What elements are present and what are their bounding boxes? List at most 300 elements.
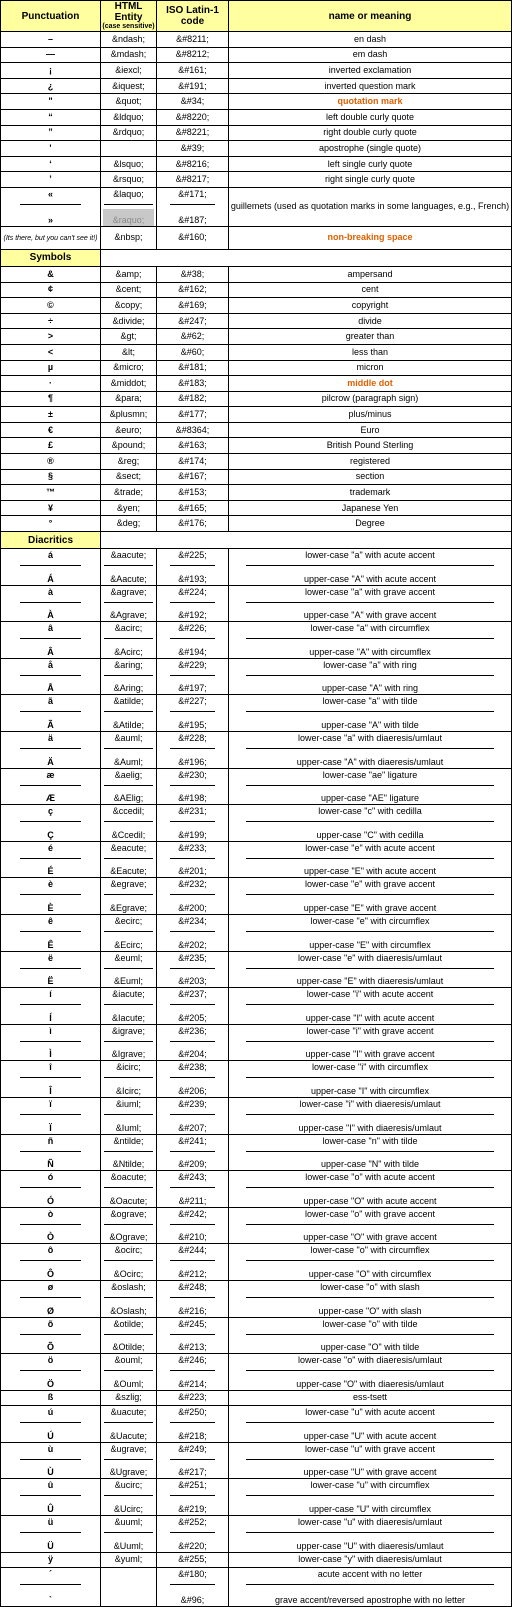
lower-value: Î: [49, 1085, 52, 1096]
stacked-pair: [1, 732, 100, 768]
entity-code: &mdash;: [110, 49, 147, 60]
lower-value: upper-case "E" with grave accent: [303, 902, 437, 913]
table-row-accents: [1, 1568, 512, 1607]
meaning-cell: [229, 1024, 512, 1061]
entity-code: &rsquo;: [112, 174, 145, 185]
iso-cell: [157, 485, 229, 501]
iso-cell: [157, 1406, 229, 1443]
table-row-pair: [1, 1024, 512, 1061]
iso-cell: [157, 622, 229, 659]
stacked-pair: [157, 659, 228, 695]
lower-value: Ã: [47, 720, 54, 730]
table-row: [1, 469, 512, 485]
glyph: >: [47, 331, 54, 342]
meaning: Degree: [355, 518, 385, 529]
table-row-pair: [1, 1061, 512, 1098]
stacked-pair: [1, 878, 100, 914]
upper-value: &otilde;: [104, 1318, 152, 1335]
lower-value: &#219;: [178, 1504, 207, 1515]
lower-value: &#201;: [178, 866, 207, 877]
lower-value: upper-case "O" with acute accent: [303, 1195, 437, 1206]
stacked-pair: [1, 1354, 100, 1390]
meaning-cell: [229, 695, 512, 732]
iso-code: &#39;: [180, 142, 205, 153]
upper-value: &aelig;: [104, 769, 152, 786]
stacked-pair: [157, 188, 228, 226]
header-row: [1, 1, 512, 32]
lower-value: upper-case "U" with grave accent: [303, 1467, 437, 1478]
entity-code: &yuml;: [114, 1554, 143, 1565]
stacked-pair: [1, 805, 100, 841]
iso-code: &#176;: [178, 518, 207, 529]
iso-code: &#160;: [178, 232, 207, 243]
lower-value: Ä: [47, 756, 54, 767]
entity-cell: [101, 695, 157, 732]
lower-value: upper-case "I" with grave accent: [305, 1049, 435, 1060]
lower-value: &#197;: [178, 683, 207, 694]
table-row: [1, 109, 512, 125]
meaning-cell: [229, 1097, 512, 1134]
stacked-pair: [101, 1281, 156, 1317]
glyph-cell: [1, 1354, 101, 1391]
meaning-cell: [229, 63, 512, 79]
upper-value: &igrave;: [104, 1025, 152, 1042]
table-row: [1, 438, 512, 454]
iso-cell: [157, 78, 229, 94]
stacked-pair: [157, 1479, 228, 1515]
stacked-pair: [1, 842, 100, 878]
iso-code: &#181;: [178, 362, 207, 373]
iso-code: &#153;: [178, 487, 207, 498]
glyph-cell: [1, 282, 101, 298]
iso-cell: [157, 47, 229, 63]
stacked-pair: [157, 878, 228, 914]
lower-value: &Ugrave;: [109, 1467, 148, 1478]
stacked-pair: [229, 1025, 511, 1061]
iso-cell: [157, 658, 229, 695]
lower-value: &Iuml;: [115, 1122, 142, 1133]
stacked-pair: [1, 1479, 100, 1515]
upper-value: &#245;: [170, 1318, 214, 1335]
meaning: ampersand: [347, 268, 393, 279]
meaning-cell: [229, 141, 512, 157]
glyph-cell: [1, 1442, 101, 1479]
stacked-pair: [101, 1406, 156, 1442]
lower-value: &#205;: [178, 1012, 207, 1023]
lower-value: upper-case "A" with tilde: [321, 720, 419, 730]
glyph-cell: [1, 516, 101, 532]
iso-cell: [157, 1024, 229, 1061]
lower-value: Ò: [46, 1232, 54, 1243]
upper-value: ù: [20, 1443, 81, 1460]
meaning-cell: [229, 226, 512, 249]
section-label: Symbols: [1, 249, 101, 266]
table-row-pair: [1, 914, 512, 951]
section-spacer: [101, 532, 512, 549]
meaning: left double curly quote: [325, 111, 415, 122]
glyph: ‘: [49, 158, 52, 169]
lower-value: &raquo;: [103, 209, 153, 226]
meaning: middle dot: [347, 377, 393, 388]
table-row: [1, 266, 512, 282]
lower-value: upper-case "E" with diaeresis/umlaut: [296, 976, 444, 987]
table-row-pair: [1, 1406, 512, 1443]
upper-value: ä: [20, 732, 81, 749]
iso-cell: [157, 1061, 229, 1098]
entity-code: &trade;: [113, 487, 144, 498]
iso-code: &#255;: [178, 1554, 207, 1565]
table-row: [1, 376, 512, 392]
glyph-cell: [1, 658, 101, 695]
entity-code: &lt;: [121, 346, 135, 357]
meaning-cell: [229, 172, 512, 188]
entity-cell: [101, 298, 157, 314]
meaning-cell: [229, 109, 512, 125]
iso-cell: [157, 549, 229, 586]
upper-value: &#233;: [170, 842, 214, 859]
lower-value: &Ecirc;: [114, 939, 143, 950]
entity-cell: [101, 988, 157, 1025]
lower-value: &#194;: [178, 646, 207, 657]
meaning-cell: [229, 313, 512, 329]
iso-code: &#161;: [178, 64, 207, 75]
entity-cell: [101, 187, 157, 226]
upper-value: &#236;: [170, 1025, 214, 1042]
meaning: less than: [351, 346, 389, 357]
glyph-cell: [1, 63, 101, 79]
glyph: ': [49, 142, 52, 153]
iso-cell: [157, 1097, 229, 1134]
lower-value: &#202;: [178, 939, 207, 950]
entity-cell: [101, 1024, 157, 1061]
upper-value: &#235;: [170, 952, 214, 969]
stacked-pair: [101, 952, 156, 988]
upper-value: ã: [20, 695, 81, 712]
upper-value: lower-case "u" with acute accent: [246, 1406, 494, 1423]
stacked-pair: [157, 586, 228, 622]
stacked-pair: [101, 1208, 156, 1244]
stacked-pair: [229, 769, 511, 805]
upper-value: &acirc;: [104, 622, 152, 639]
lower-value: &#207;: [178, 1122, 207, 1133]
lower-value: upper-case "A" with circumflex: [309, 646, 431, 657]
entity-code: &gt;: [120, 331, 137, 342]
upper-value: á: [20, 549, 81, 566]
lower-value: upper-case "E" with circumflex: [309, 939, 431, 950]
upper-value: &#249;: [170, 1443, 214, 1460]
stacked-pair: [229, 1406, 511, 1442]
table-row: [1, 360, 512, 376]
glyph-cell: [1, 47, 101, 63]
lower-value: &Ouml;: [113, 1378, 144, 1389]
meaning-cell: [229, 344, 512, 360]
entity-cell: [101, 125, 157, 141]
table-row-guillemets: [1, 187, 512, 226]
upper-value: ë: [20, 952, 81, 969]
stacked-pair: [101, 1244, 156, 1280]
iso-cell: [157, 1516, 229, 1553]
stacked-pair: [157, 1568, 228, 1606]
glyph-cell: [1, 1552, 101, 1568]
header-meaning: name or meaning: [229, 1, 512, 32]
meaning: pilcrow (paragraph sign): [321, 393, 419, 404]
meaning: quotation mark: [337, 96, 403, 107]
meaning-cell: [229, 454, 512, 470]
stacked-pair: [157, 915, 228, 951]
table-row-pair: [1, 622, 512, 659]
lower-value: upper-case "O" with circumflex: [308, 1268, 432, 1279]
entity-cell: [101, 951, 157, 988]
glyph-cell: [1, 187, 101, 226]
stacked-pair: [1, 1171, 100, 1207]
upper-value: lower-case "u" with diaeresis/umlaut: [246, 1516, 494, 1533]
glyph: ’: [49, 174, 52, 185]
iso-code: &#8216;: [175, 158, 210, 169]
table-row: [1, 1552, 512, 1568]
lower-value: upper-case "C" with cedilla: [316, 829, 424, 840]
meaning-cell: [229, 1171, 512, 1208]
upper-value: lower-case "i" with grave accent: [246, 1025, 494, 1042]
meaning: British Pound Sterling: [326, 440, 414, 451]
meaning: guillemets (used as quotation marks in some languages, e.g., French): [230, 201, 510, 212]
upper-value: ó: [20, 1171, 81, 1188]
lower-value: Å: [47, 683, 54, 694]
lower-value: &Egrave;: [109, 902, 147, 913]
glyph-cell: [1, 266, 101, 282]
entity-code: &lsquo;: [113, 158, 144, 169]
upper-value: «: [20, 188, 81, 205]
iso-cell: [157, 298, 229, 314]
upper-value: &#231;: [170, 805, 214, 822]
upper-value: å: [20, 659, 81, 676]
meaning-cell: [229, 1479, 512, 1516]
table-row-pair: [1, 1134, 512, 1171]
upper-value: &#230;: [170, 769, 214, 786]
diacritics-section-header: [1, 532, 512, 549]
glyph-cell: [1, 313, 101, 329]
iso-cell: [157, 585, 229, 622]
upper-value: ò: [20, 1208, 81, 1225]
entity-cell: [101, 1516, 157, 1553]
upper-value: ñ: [20, 1135, 81, 1152]
glyph-cell: [1, 1134, 101, 1171]
meaning-cell: [229, 156, 512, 172]
upper-value: &uacute;: [104, 1406, 152, 1423]
iso-cell: [157, 1568, 229, 1607]
iso-cell: [157, 768, 229, 805]
stacked-pair: [157, 622, 228, 658]
stacked-pair: [1, 1406, 100, 1442]
stacked-pair: [157, 1025, 228, 1061]
upper-value: &#224;: [170, 586, 214, 603]
glyph-cell: [1, 32, 101, 48]
lower-value: &Ucirc;: [113, 1504, 143, 1515]
upper-value: lower-case "o" with diaeresis/umlaut: [246, 1354, 494, 1371]
upper-value: &egrave;: [104, 878, 152, 895]
entity-cell: [101, 407, 157, 423]
entity-cell: [101, 1134, 157, 1171]
entity-code: &cent;: [115, 284, 142, 295]
iso-cell: [157, 226, 229, 249]
stacked-pair: [1, 1135, 100, 1171]
upper-value: î: [20, 1061, 81, 1078]
glyph-cell: [1, 988, 101, 1025]
meaning-cell: [229, 1552, 512, 1568]
lower-value: &#196;: [178, 756, 207, 767]
lower-value: &#204;: [178, 1049, 207, 1060]
iso-code: &#8221;: [175, 127, 210, 138]
iso-cell: [157, 344, 229, 360]
entity-cell: [101, 732, 157, 769]
meaning-cell: [229, 732, 512, 769]
stacked-pair: [229, 1354, 511, 1390]
iso-cell: [157, 695, 229, 732]
iso-code: &#167;: [178, 471, 207, 482]
upper-value: é: [20, 842, 81, 859]
lower-value: Ç: [47, 829, 54, 840]
glyph-cell: [1, 549, 101, 586]
upper-value: &ucirc;: [104, 1479, 152, 1496]
stacked-pair: [1, 188, 100, 226]
table-row-pair: [1, 951, 512, 988]
glyph-cell: [1, 438, 101, 454]
meaning-cell: [229, 878, 512, 915]
header-punctuation: Punctuation: [1, 1, 101, 32]
glyph: ": [48, 96, 53, 107]
upper-value: í: [20, 988, 81, 1005]
stacked-pair: [229, 952, 511, 988]
entity-cell: [101, 422, 157, 438]
lower-value: &Ograve;: [109, 1232, 148, 1243]
glyph: ¶: [47, 393, 53, 404]
meaning-cell: [229, 622, 512, 659]
stacked-pair: [1, 1281, 100, 1317]
entity-cell: [101, 1061, 157, 1098]
lower-value: Á: [47, 573, 54, 584]
lower-value: upper-case "U" with diaeresis/umlaut: [296, 1540, 444, 1551]
glyph-cell: [1, 768, 101, 805]
stacked-pair: [1, 952, 100, 988]
stacked-pair: [1, 1244, 100, 1280]
glyph-cell: [1, 1317, 101, 1354]
meaning-cell: [229, 376, 512, 392]
upper-value: &agrave;: [104, 586, 152, 603]
meaning-cell: [229, 1317, 512, 1354]
stacked-pair: [101, 1516, 156, 1552]
lower-value: &#218;: [178, 1430, 207, 1441]
stacked-pair: [229, 1568, 511, 1606]
meaning: apostrophe (single quote): [318, 142, 422, 153]
iso-code: &#165;: [178, 502, 207, 513]
stacked-pair: [157, 1098, 228, 1134]
lower-value: &#195;: [178, 720, 207, 730]
meaning-cell: [229, 1442, 512, 1479]
entity-code: &sect;: [115, 471, 141, 482]
iso-code: &#191;: [178, 80, 207, 91]
upper-value: è: [20, 878, 81, 895]
iso-cell: [157, 878, 229, 915]
upper-value: &aacute;: [104, 549, 152, 566]
iso-cell: [157, 32, 229, 48]
entity-cell: [101, 1354, 157, 1391]
stacked-pair: [101, 1025, 156, 1061]
iso-cell: [157, 914, 229, 951]
entity-code: &deg;: [116, 518, 141, 529]
upper-value: lower-case "i" with diaeresis/umlaut: [246, 1098, 494, 1115]
stacked-pair: [229, 1318, 511, 1354]
iso-cell: [157, 282, 229, 298]
entity-cell: [101, 172, 157, 188]
lower-value: upper-case "O" with tilde: [320, 1342, 420, 1353]
entity-cell: [101, 805, 157, 842]
glyph-cell: [1, 1568, 101, 1607]
glyph: <: [47, 346, 54, 357]
upper-value: &#226;: [170, 622, 214, 639]
lower-value: &#216;: [178, 1305, 207, 1316]
meaning-cell: [229, 47, 512, 63]
stacked-pair: [1, 659, 100, 695]
entity-cell: [101, 878, 157, 915]
glyph-cell: [1, 298, 101, 314]
upper-value: &ntilde;: [104, 1135, 152, 1152]
stacked-pair: [101, 622, 156, 658]
glyph: ¡: [49, 64, 52, 75]
stacked-pair: [157, 732, 228, 768]
glyph-cell: [1, 1171, 101, 1208]
iso-cell: [157, 1134, 229, 1171]
meaning-cell: [229, 1280, 512, 1317]
entity-code: &copy;: [114, 299, 143, 310]
iso-code: &#162;: [178, 284, 207, 295]
upper-value: &iacute;: [104, 988, 152, 1005]
stacked-pair: [157, 805, 228, 841]
iso-code: &#223;: [178, 1392, 207, 1403]
upper-value: ì: [20, 1025, 81, 1042]
stacked-pair: [101, 1354, 156, 1390]
meaning: inverted exclamation: [328, 64, 412, 75]
meaning-cell: [229, 32, 512, 48]
entity-code: &divide;: [112, 315, 145, 326]
stacked-pair: [229, 695, 511, 731]
iso-cell: [157, 988, 229, 1025]
lower-value: &#211;: [178, 1195, 207, 1206]
meaning-cell: [229, 1568, 512, 1607]
meaning: ess-tsett: [352, 1392, 387, 1403]
meaning-cell: [229, 988, 512, 1025]
upper-value: ö: [20, 1354, 81, 1371]
table-row-pair: [1, 1479, 512, 1516]
table-row: [1, 500, 512, 516]
entity-cell: [101, 454, 157, 470]
lower-value: upper-case "E" with acute accent: [304, 866, 436, 877]
entity-code: &szlig;: [115, 1392, 142, 1403]
iso-cell: [157, 1442, 229, 1479]
upper-value: &ouml;: [104, 1354, 152, 1371]
upper-value: lower-case "n" with tilde: [246, 1135, 494, 1152]
entity-cell: [101, 1568, 157, 1607]
upper-value: ú: [20, 1406, 81, 1423]
entity-cell: [101, 1406, 157, 1443]
glyph-cell: [1, 360, 101, 376]
lower-value: &#199;: [178, 829, 207, 840]
lower-value: Ê: [47, 939, 54, 950]
lower-value: &Ntilde;: [112, 1159, 145, 1170]
upper-value: &#246;: [170, 1354, 214, 1371]
lower-value: &Oslash;: [110, 1305, 147, 1316]
stacked-pair: [157, 952, 228, 988]
stacked-pair: [229, 1061, 511, 1097]
upper-value: lower-case "i" with circumflex: [246, 1061, 494, 1078]
